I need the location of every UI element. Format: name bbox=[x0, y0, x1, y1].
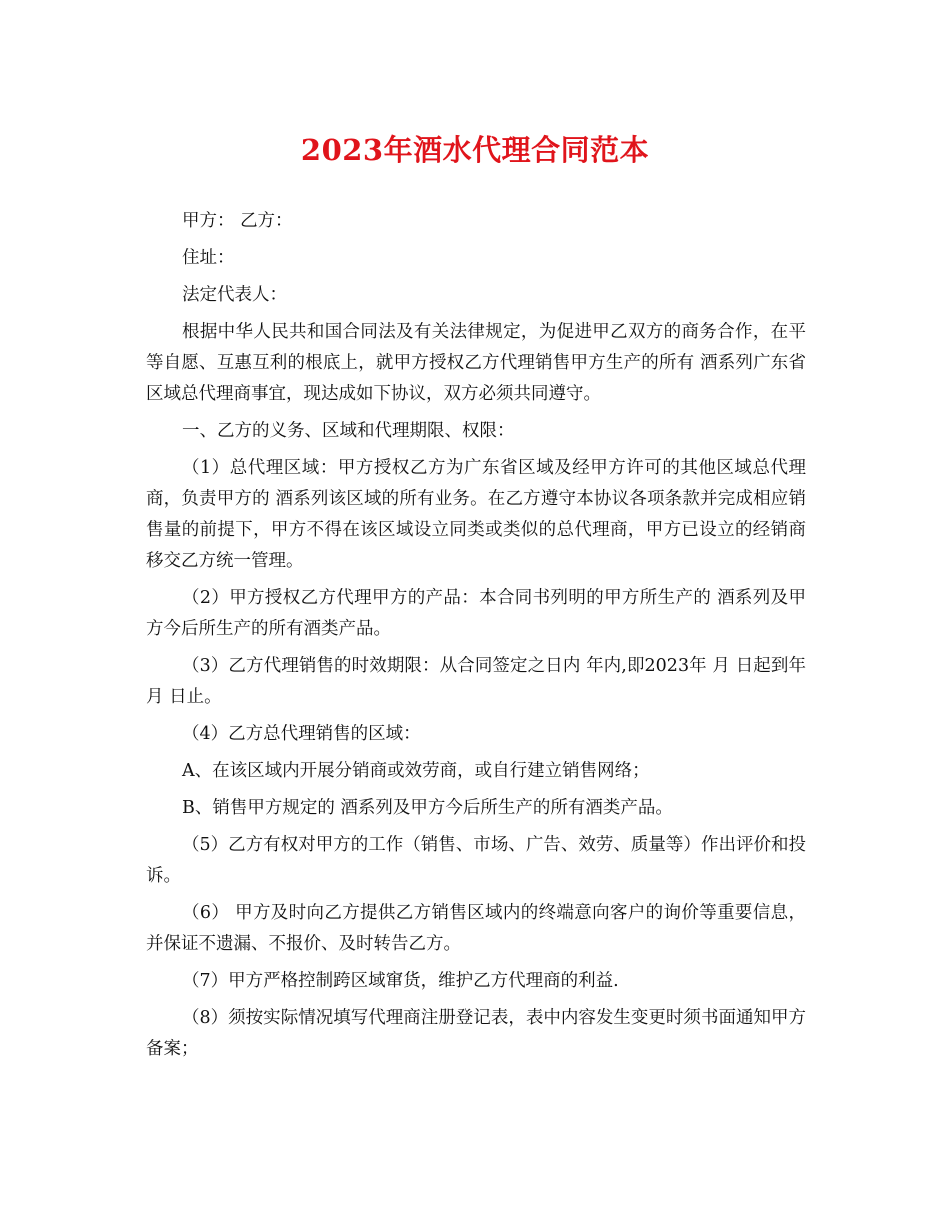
clause-4-item-b: B、销售甲方规定的 酒系列及甲方今后所生产的所有酒类产品。 bbox=[182, 798, 673, 818]
party-line: 甲方： 乙方： bbox=[182, 211, 293, 231]
address-line: 住址： bbox=[182, 248, 235, 268]
preamble-paragraph: 根据中华人民共和国合同法及有关法律规定，为促进甲乙双方的商务合作，在平等自愿、互惠互利的根底上，就甲方授权乙方代理销售甲方生产的所有 酒系列广东省区域总代理商事宜，现达成如下协议，双方必须共同遵守。 bbox=[146, 322, 806, 404]
clause-3: （3）乙方代理销售的时效期限：从合同签定之日内 年内,即2023年 月 日起到年 月 日止。 bbox=[146, 656, 812, 707]
clause-2: （2）甲方授权乙方代理甲方的产品：本合同书列明的甲方所生产的 酒系列及甲方今后所生产的所有酒类产品。 bbox=[146, 588, 806, 639]
clause-7: （7）甲方严格控制跨区域窜货，维护乙方代理商的利益. bbox=[182, 971, 619, 991]
document-title: 2023年酒水代理合同范本 bbox=[300, 133, 650, 167]
clause-5: （5）乙方有权对甲方的工作（销售、市场、广告、效劳、质量等）作出评价和投诉。 bbox=[146, 835, 806, 886]
clause-6: （6） 甲方及时向乙方提供乙方销售区域内的终端意向客户的询价等重要信息，并保证不遗漏、不报价、及时转告乙方。 bbox=[146, 903, 806, 954]
clause-4: （4）乙方总代理销售的区域： bbox=[182, 724, 421, 744]
clause-4-item-a: A、在该区域内开展分销商或效劳商，或自行建立销售网络； bbox=[182, 761, 650, 781]
clause-8: （8）须按实际情况填写代理商注册登记表，表中内容发生变更时须书面通知甲方备案； bbox=[146, 1008, 806, 1059]
clause-1: （1）总代理区域：甲方授权乙方为广东省区域及经甲方许可的其他区域总代理商，负责甲方的 酒系列该区域的所有业务。在乙方遵守本协议各项条款并完成相应销售量的前提下，甲方不得在该区域设立同类或类似的总代理商，甲方已设立的经销商移交乙方统一管理。 bbox=[146, 458, 806, 571]
document-body bbox=[146, 206, 812, 1071]
legal-representative-line: 法定代表人： bbox=[182, 285, 287, 305]
section-heading: 一、乙方的义务、区域和代理期限、权限： bbox=[182, 421, 515, 441]
